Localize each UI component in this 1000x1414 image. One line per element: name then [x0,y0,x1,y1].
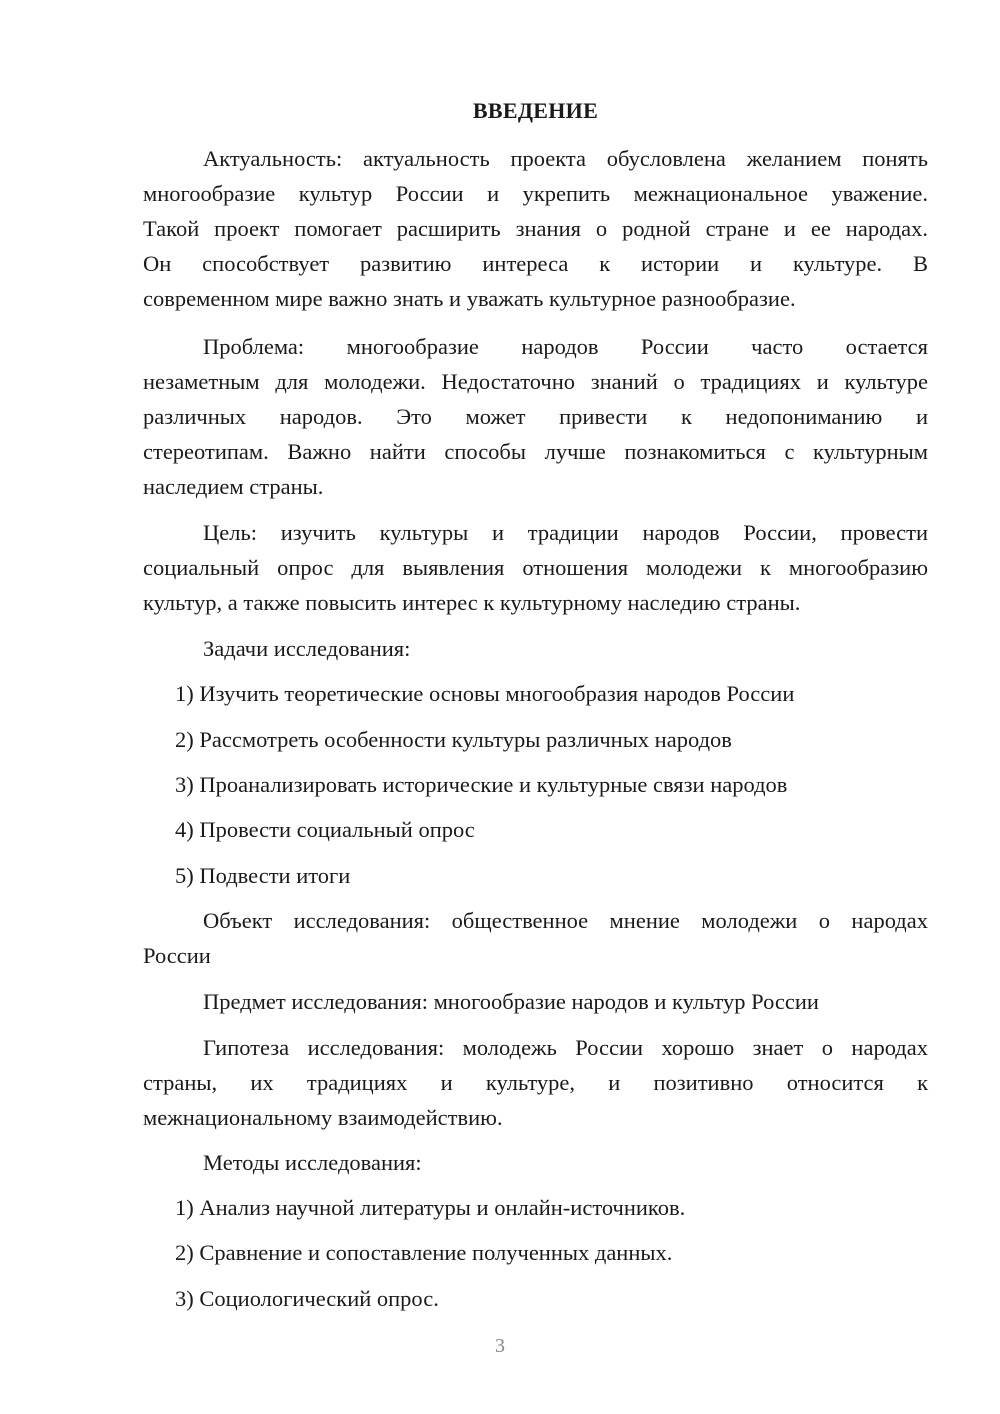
relevance-line: Он способствует развитию интереса к истории и культуре. В [143,251,928,276]
goal-paragraph [143,515,928,620]
task-item: 1) Изучить теоретические основы многообразия народов России [175,681,795,706]
hypothesis-line: Гипотеза исследования: молодежь России хорошо знает о народах [203,1035,928,1060]
hypothesis-line: межнациональному взаимодействию. [143,1105,503,1130]
task-item: 3) Проанализировать исторические и культурные связи народов [175,772,788,797]
relevance-line: Такой проект помогает расширить знания о родной стране и ее народах. [143,216,928,241]
problem-line: наследием страны. [143,474,324,499]
task-item: 5) Подвести итоги [175,863,351,888]
problem-line: различных народов. Это может привести к недопониманию и [143,404,928,429]
subject-line: Предмет исследования: многообразие народов и культур России [203,989,819,1014]
object-line: России [143,943,211,968]
page-title: ВВЕДЕНИЕ [472,98,599,123]
page-number: 3 [495,1335,505,1357]
task-item: 2) Рассмотреть особенности культуры различных народов [175,727,732,752]
problem-paragraph [143,329,928,504]
hypothesis-paragraph [143,1030,928,1135]
task-item: 4) Провести социальный опрос [175,817,475,842]
method-item: 1) Анализ научной литературы и онлайн-источников. [175,1195,686,1220]
relevance-line: современном мире важно знать и уважать культурное разнообразие. [143,286,796,311]
problem-line: незаметным для молодежи. Недостаточно знаний о традициях и культуре [143,369,928,394]
method-item: 2) Сравнение и сопоставление полученных данных. [175,1240,673,1265]
hypothesis-line: страны, их традициях и культуре, и позитивно относится к [143,1070,928,1095]
goal-line: социальный опрос для выявления отношения молодежи к многообразию [143,555,928,580]
problem-line: стереотипам. Важно найти способы лучше познакомиться с культурным [143,439,928,464]
problem-line: Проблема: многообразие народов России часто остается [203,334,928,359]
goal-line: культур, а также повысить интерес к культурному наследию страны. [143,590,801,615]
object-line: Объект исследования: общественное мнение молодежи о народах [203,908,928,933]
tasks-heading: Задачи исследования: [203,636,411,661]
methods-heading: Методы исследования: [203,1150,422,1175]
relevance-paragraph [143,141,928,316]
relevance-line: многообразие культур России и укрепить межнациональное уважение. [143,181,928,206]
goal-line: Цель: изучить культуры и традиции народов России, провести [203,520,928,545]
relevance-line: Актуальность: актуальность проекта обусловлена желанием понять [203,146,928,171]
object-paragraph [143,903,928,973]
method-item: 3) Социологический опрос. [175,1286,439,1311]
